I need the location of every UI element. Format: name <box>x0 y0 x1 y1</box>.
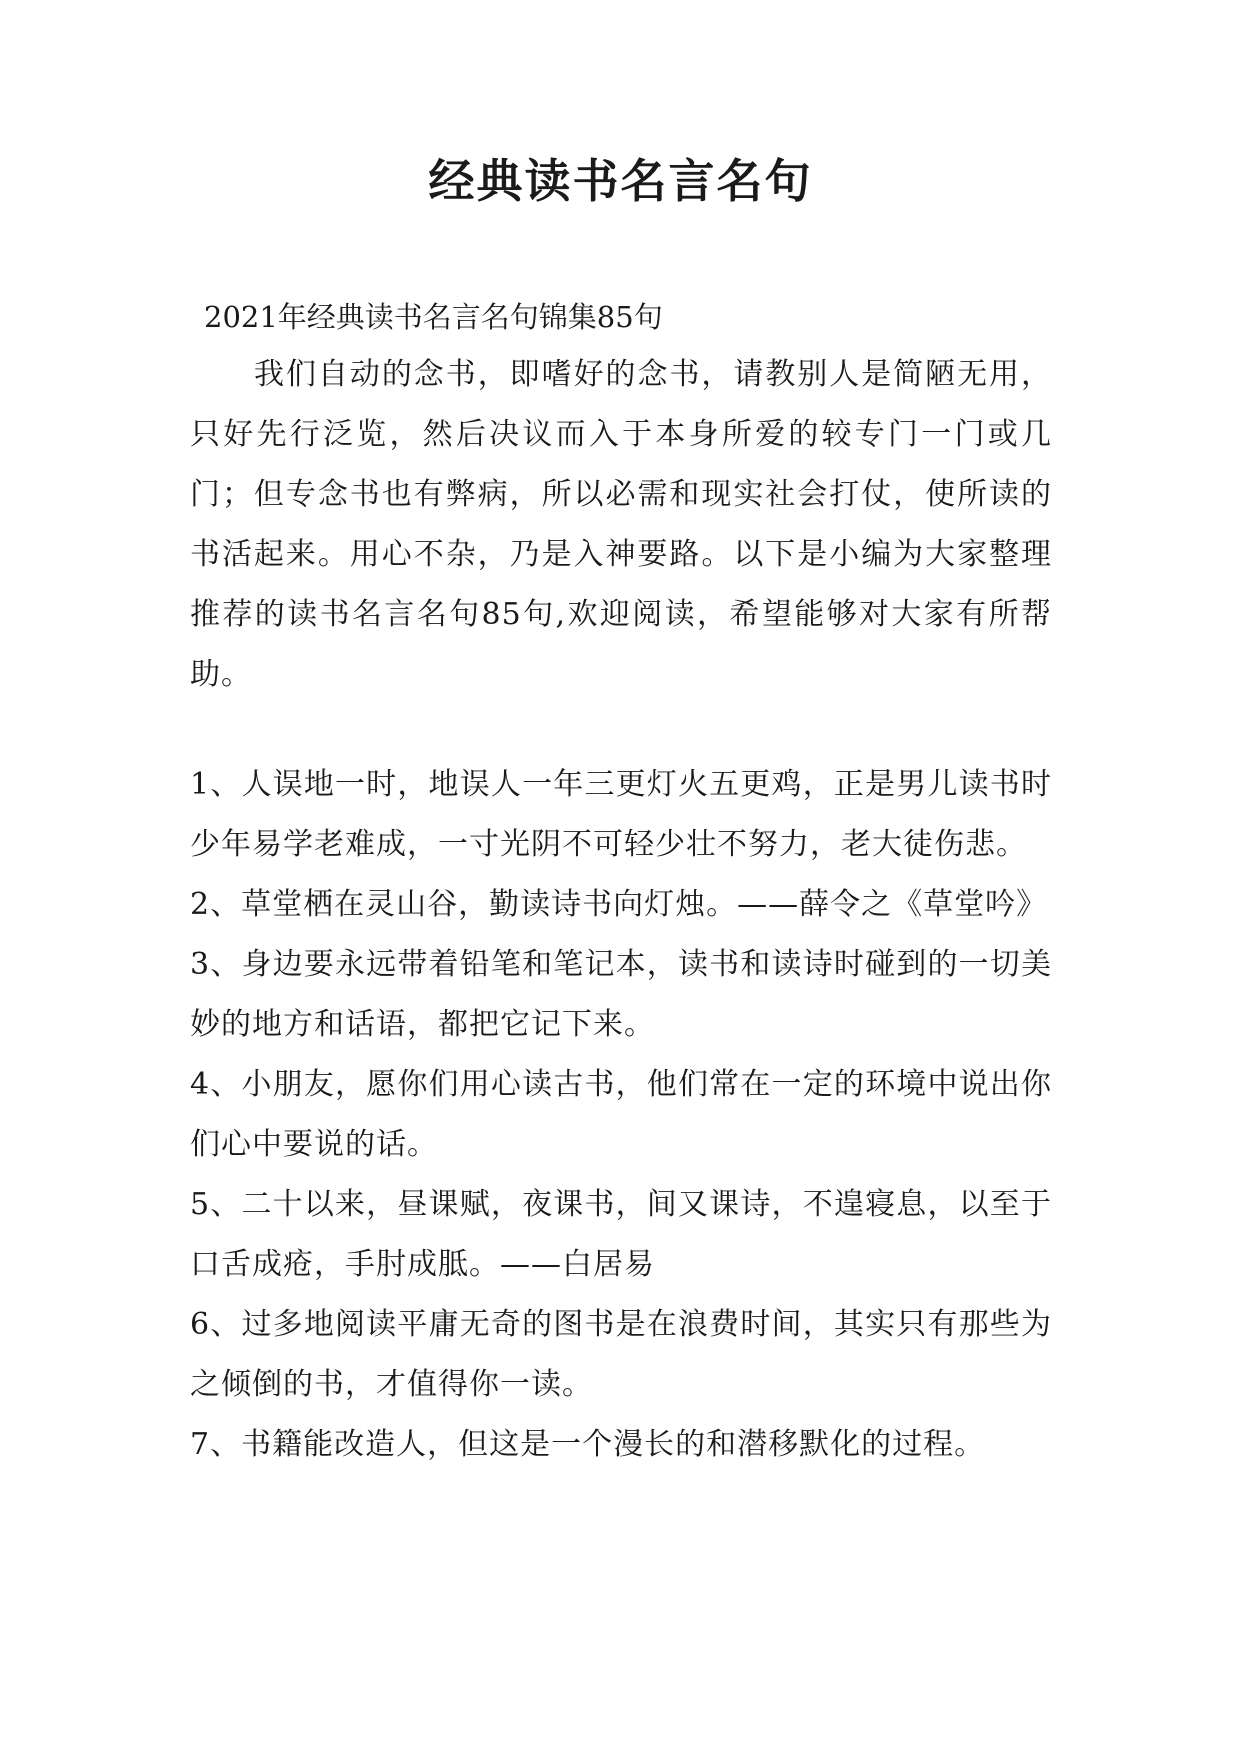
document-title: 经典读书名言名句 <box>428 154 813 208</box>
list-item: 6、过多地阅读平庸无奇的图书是在浪费时间，其实只有那些为之倾倒的书，才值得你一读。 <box>190 1307 1052 1402</box>
list-item: 4、小朋友，愿你们用心读古书，他们常在一定的环境中说出你们心中要说的话。 <box>190 1067 1052 1162</box>
list-item: 3、身边要永远带着铅笔和笔记本，读书和读诗时碰到的一切美妙的地方和话语，都把它记下来。 <box>190 947 1052 1042</box>
list-item: 5、二十以来，昼课赋，夜课书，间又课诗，不遑寝息，以至于口舌成疮，手肘成胝。——白居易 <box>190 1187 1052 1282</box>
list-item: 7、书籍能改造人，但这是一个漫长的和潜移默化的过程。 <box>190 1427 986 1462</box>
intro-paragraph: 我们自动的念书，即嗜好的念书，请教别人是简陋无用，只好先行泛览，然后决议而入于本身所爱的较专门一门或几门；但专念书也有弊病，所以必需和现实社会打仗，使所读的书活起来。用心不杂，乃是入神要路。以下是小编为大家整理推荐的读书名言名句85句,欢迎阅读，希望能够对大家有所帮助。 <box>190 357 1052 692</box>
list-item: 1、人误地一时，地误人一年三更灯火五更鸡，正是男儿读书时少年易学老难成，一寸光阴不可轻少壮不努力，老大徒伤悲。 <box>190 767 1052 862</box>
document-subtitle: 2021年经典读书名言名句锦集85句 <box>204 300 663 334</box>
list-item: 2、草堂栖在灵山谷，勤读诗书向灯烛。——薛令之《草堂吟》 <box>190 887 1048 922</box>
quote-list <box>190 755 1052 1475</box>
